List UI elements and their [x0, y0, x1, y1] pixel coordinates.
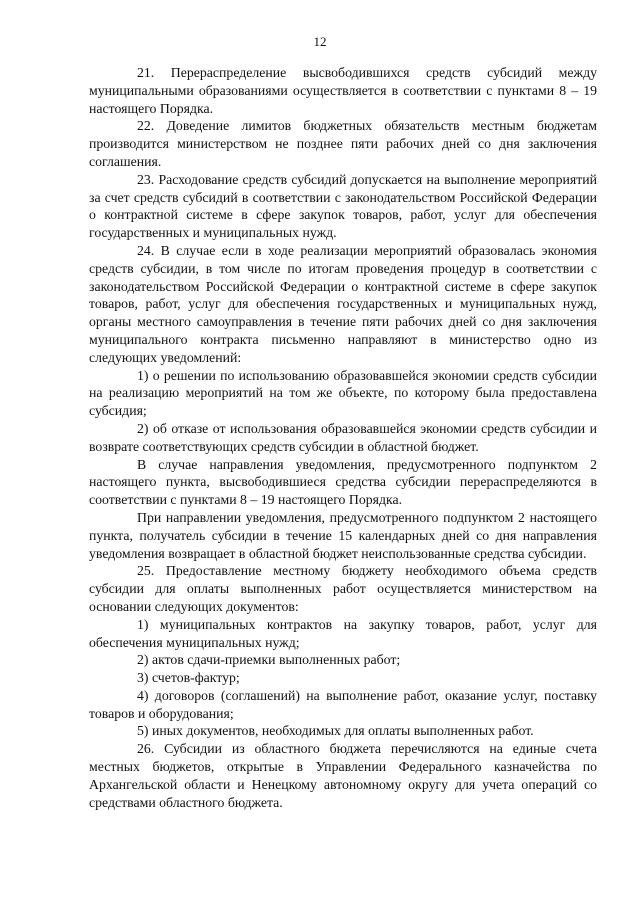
- paragraph-25-item-3: 3) счетов-фактур;: [137, 670, 240, 686]
- paragraph-25-item-5: 5) иных документов, необходимых для оплаты выполненных работ.: [137, 723, 534, 739]
- paragraph-25-item-2: 2) актов сдачи-приемки выполненных работ;: [137, 652, 401, 668]
- paragraph-25-item-4: 4) договоров (соглашений) на выполнение работ, оказание услуг, поставку товаров и оборудования;: [89, 687, 597, 721]
- paragraph-24-item-1: 1) о решении по использованию образовавшейся экономии средств субсидии на реализацию мероприятий на том же объекте, по которому была предоставлена субсидия;: [89, 367, 597, 419]
- document-body: [89, 64, 597, 811]
- paragraph-24-note-1: В случае направления уведомления, предусмотренного подпунктом 2 настоящего пункта, высвободившиеся средства субсидии перераспределяются в соответствии с пунктами 8 – 19 настоящего Порядка.: [89, 456, 597, 508]
- paragraph-24: 24. В случае если в ходе реализации мероприятий образовалась экономия средств субсидии, в том числе по итогам проведения процедур в соответствии с законодательством Российской Федерации о контрактной системе в сфере закупок товаров, работ, услуг для обеспечения государственных и муниципальных нужд, органы местного самоуправления в течение пяти рабочих дней со дня заключения муниципального контракта письменно направляют в министерство одно из следующих уведомлений:: [89, 242, 597, 365]
- paragraph-24-item-2: 2) об отказе от использования образовавшейся экономии средств субсидии и возврате соответствующих средств субсидии в областной бюджет.: [89, 420, 597, 454]
- paragraph-26: 26. Субсидии из областного бюджета перечисляются на единые счета местных бюджетов, открытые в Управлении Федерального казначейства по Архангельской области и Ненецкому автономному округу для учета операций со средствами областного бюджета.: [89, 741, 597, 810]
- paragraph-23: 23. Расходование средств субсидий допускается на выполнение мероприятий за счет средств субсидий в соответствии с законодательством Российской Федерации о контрактной системе в сфере закупок товаров, работ, услуг для обеспечения государственных и муниципальных нужд.: [89, 171, 597, 241]
- paragraph-25-item-1: 1) муниципальных контрактов на закупку товаров, работ, услуг для обеспечения муниципальных нужд;: [89, 616, 597, 650]
- paragraph-25: 25. Предоставление местному бюджету необходимого объема средств субсидии для оплаты выполненных работ осуществляется министерством на основании следующих документов:: [89, 563, 597, 614]
- page-number: 12: [313, 34, 327, 49]
- paragraph-22: 22. Доведение лимитов бюджетных обязательств местным бюджетам производится министерством не позднее пяти рабочих дней со дня заключения соглашения.: [89, 118, 597, 169]
- paragraph-21: 21. Перераспределение высвободившихся средств субсидий между муниципальными образованиями осуществляется в соответствии с пунктами 8 – 19 настоящего Порядка.: [89, 65, 597, 116]
- paragraph-24-note-2: При направлении уведомления, предусмотренного подпунктом 2 настоящего пункта, получатель субсидии в течение 15 календарных дней со дня направления уведомления возвращает в областной бюджет неиспользованные средства субсидии.: [89, 509, 597, 561]
